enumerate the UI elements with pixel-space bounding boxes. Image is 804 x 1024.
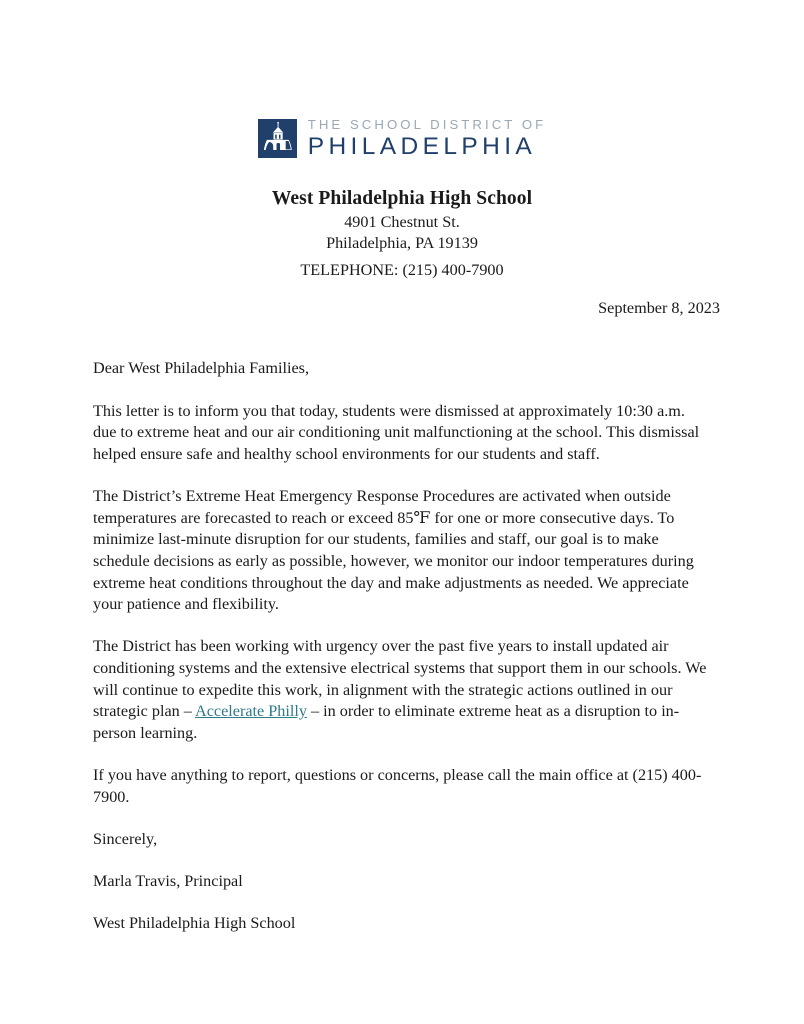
school-district-cupola-emblem-icon bbox=[258, 119, 297, 158]
school-name: West Philadelphia High School bbox=[271, 188, 533, 209]
letterhead-logo bbox=[0, 118, 804, 160]
school-telephone: TELEPHONE: (215) 400-7900 bbox=[300, 261, 504, 279]
letter-body bbox=[93, 358, 709, 956]
paragraph-3-text-before-link: The District has been working with urgency over the past five years to install updated air conditioning systems and the extensive electrical systems that support them in our schools. We will continue to expedite this work, in alignment with the strategic actions outlined in our strategic plan – bbox=[93, 637, 707, 721]
school-address-line-2: Philadelphia, PA 19139 bbox=[326, 234, 478, 253]
letter-paragraph-3 bbox=[93, 636, 709, 744]
paragraph-3-text-after-link: – in order to eliminate extreme heat as a disruption to in-person learning. bbox=[93, 702, 680, 742]
wordmark-top-line: THE SCHOOL DISTRICT OF bbox=[307, 117, 547, 132]
letter-paragraph-1: This letter is to inform you that today, students were dismissed at approximately 10:30 a.m. due to extreme heat and our air conditioning unit malfunctioning at the school. This dismissal helped ensure safe and healthy school environments for our students and staff. bbox=[93, 401, 700, 463]
logo-inner bbox=[258, 118, 547, 160]
letter-paragraph-2: The District’s Extreme Heat Emergency Response Procedures are activated when outside temperatures are forecasted to reach or exceed 85℉ for one or more consecutive days. To minimize last-minute disruption for our students, families and staff, our goal is to make schedule decisions as early as possible, however, we monitor our indoor temperatures during extreme heat conditions throughout the day and make adjustments as needed. We appreciate your patience and flexibility. bbox=[93, 487, 694, 614]
accelerate-philly-link[interactable]: Accelerate Philly bbox=[195, 702, 307, 721]
logo-wordmark bbox=[308, 118, 547, 160]
wordmark-bottom-line: PHILADELPHIA bbox=[307, 133, 537, 161]
letter-salutation: Dear West Philadelphia Families, bbox=[93, 359, 309, 377]
signature-school: West Philadelphia High School bbox=[93, 914, 296, 933]
letter-closing: Sincerely, bbox=[93, 829, 158, 848]
signature-name: Marla Travis, Principal bbox=[93, 872, 243, 891]
letter-date: September 8, 2023 bbox=[598, 299, 720, 317]
letter-paragraph-4: If you have anything to report, questions or concerns, please call the main office at (215) 400-7900. bbox=[93, 765, 702, 806]
school-header bbox=[0, 186, 804, 255]
school-address-line-1: 4901 Chestnut St. bbox=[344, 212, 460, 231]
